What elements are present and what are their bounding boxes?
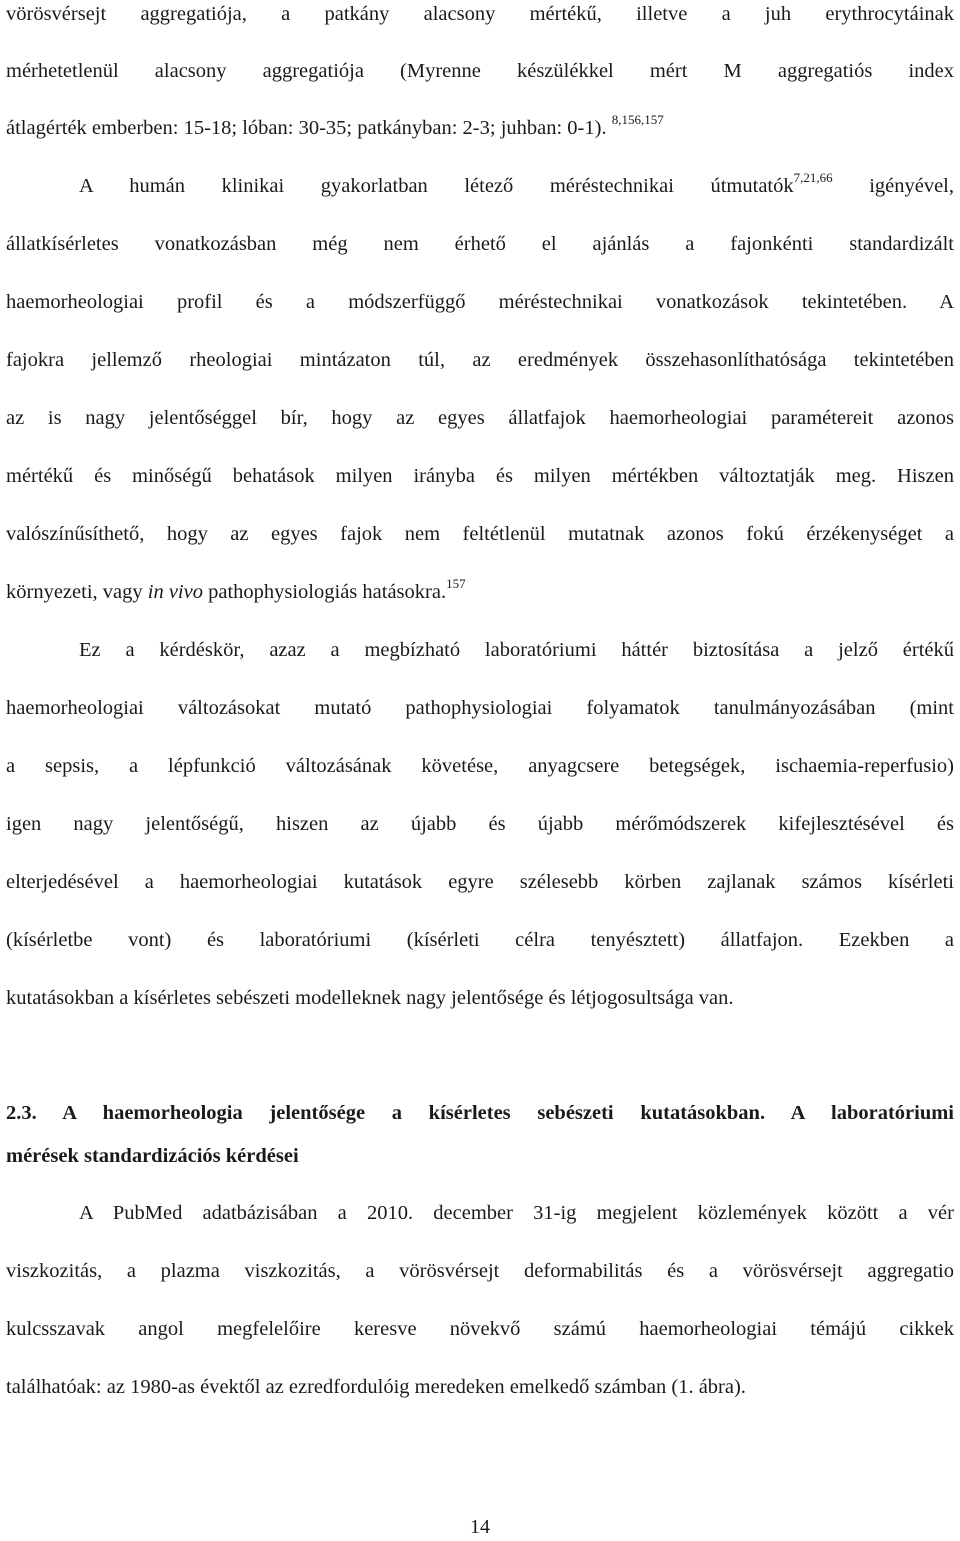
citation-ref: 7,21,66 bbox=[793, 170, 833, 185]
paragraph-4-line-2: viszkozitás, a plazma viszkozitás, a vörösvérsejt deformabilitás és a vörösvérsejt aggregatio bbox=[6, 1260, 954, 1282]
paragraph-3-line-5: elterjedésével a haemorheologiai kutatások egyre szélesebb körben zajlanak számos kísérleti bbox=[6, 871, 954, 893]
paragraph-1-line-3 bbox=[6, 114, 954, 142]
section-heading-line-1: 2.3. A haemorheologia jelentősége a kísérletes sebészeti kutatásokban. A laboratóriumi bbox=[6, 1102, 954, 1124]
paragraph-3-line-3: a sepsis, a lépfunkció változásának követése, anyagcsere betegségek, ischaemia-reperfusio) bbox=[6, 755, 954, 777]
citation-ref: 157 bbox=[446, 576, 466, 591]
paragraph-1-line-3-text: átlagérték emberben: 15-18; lóban: 30-35; patkányban: 2-3; juhban: 0-1). bbox=[6, 117, 607, 139]
paragraph-2-line-4: fajokra jellemző rheologiai mintázaton túl, az eredmények összehasonlíthatósága tekintetében bbox=[6, 349, 954, 371]
paragraph-4-line-1: A PubMed adatbázisában a 2010. december 31-ig megjelent közlemények között a vér bbox=[79, 1202, 954, 1224]
paragraph-4-line-3: kulcsszavak angol megfelelőire keresve növekvő számú haemorheologiai témájú cikkek bbox=[6, 1318, 954, 1340]
paragraph-2-line-7: valószínűsíthető, hogy az egyes fajok nem feltétlenül mutatnak azonos fokú érzékenységet a bbox=[6, 523, 954, 545]
paragraph-4-line-4: találhatóak: az 1980-as évektől az ezredfordulóig meredeken emelkedő számban (1. ábra). bbox=[6, 1376, 746, 1398]
paragraph-1-line-1: vörösvérsejt aggregatiója, a patkány alacsony mértékű, illetve a juh erythrocytáinak bbox=[6, 3, 954, 25]
paragraph-2-line-3: haemorheologiai profil és a módszerfüggő méréstechnikai vonatkozások tekintetében. A bbox=[6, 291, 954, 313]
paragraph-2-line-1-tail: igényével, bbox=[869, 175, 955, 197]
citation-ref: 8,156,157 bbox=[611, 112, 664, 127]
paragraph-3-line-6: (kísérletbe vont) és laboratóriumi (kísérleti célra tenyésztett) állatfajon. Ezekben a bbox=[6, 929, 954, 951]
paragraph-2-line-1-text: A humán klinikai gyakorlatban létező méréstechnikai útmutatók bbox=[79, 175, 794, 197]
paragraph-3-line-2: haemorheologiai változásokat mutató pathophysiologiai folyamatok tanulmányozásában (mint bbox=[6, 697, 954, 719]
paragraph-2-line-6: mértékű és minőségű behatások milyen irányba és milyen mértékben változtatják meg. Hiszen bbox=[6, 465, 954, 487]
paragraph-3-line-7: kutatásokban a kísérletes sebészeti modelleknek nagy jelentősége és létjogosultsága van. bbox=[6, 987, 734, 1009]
paragraph-3-line-1: Ez a kérdéskör, azaz a megbízható laboratóriumi háttér biztosítása a jelző értékű bbox=[79, 639, 954, 661]
paragraph-2-line-8-post: pathophysiologiás hatásokra. bbox=[208, 581, 447, 603]
paragraph-1-line-2: mérhetetlenül alacsony aggregatiója (Myrenne készülékkel mért M aggregatiós index bbox=[6, 60, 954, 82]
paragraph-2-line-5: az is nagy jelentőséggel bír, hogy az egyes állatfajok haemorheologiai paramétereit azonos bbox=[6, 407, 954, 429]
italic-term: in vivo bbox=[147, 581, 203, 603]
paragraph-2-line-2: állatkísérletes vonatkozásban még nem érhető el ajánlás a fajonkénti standardizált bbox=[6, 233, 954, 255]
page-number: 14 bbox=[470, 1516, 490, 1538]
paragraph-2-line-8 bbox=[6, 578, 954, 606]
paragraph-2-line-1 bbox=[79, 172, 954, 200]
paragraph-2-line-8-pre: környezeti, vagy bbox=[6, 581, 143, 603]
section-heading-line-2: mérések standardizációs kérdései bbox=[6, 1145, 299, 1167]
paragraph-3-line-4: igen nagy jelentőségű, hiszen az újabb és újabb mérőmódszerek kifejlesztésével és bbox=[6, 813, 954, 835]
